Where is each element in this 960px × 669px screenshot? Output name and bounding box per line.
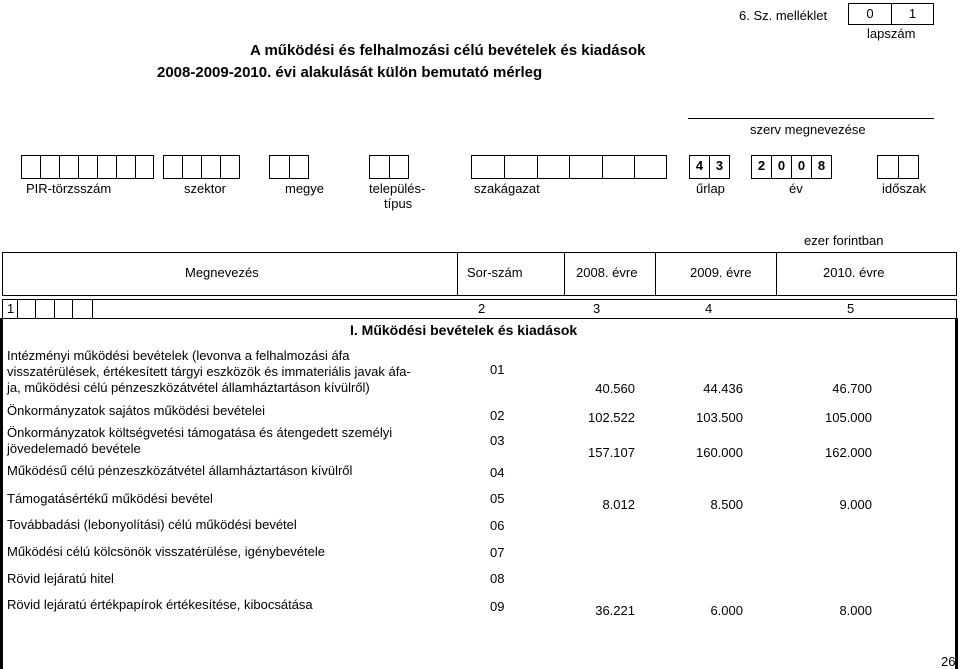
year-digit-3: 0 [791, 155, 812, 179]
row-label-line: Működésű célú pénzeszközátvétel államháztartáson kívülről [7, 463, 353, 478]
row-code: 09 [490, 599, 505, 614]
row-code: 08 [490, 571, 505, 586]
row-label-line: Továbbadási (lebonyolítási) célú működési bevétel [7, 517, 297, 532]
settlement-type-label-2: típus [384, 196, 413, 211]
col-number-1: 1 [7, 301, 15, 316]
sector-boxes[interactable] [163, 155, 240, 179]
row-value-2010: 46.700 [832, 381, 872, 396]
branch-label: szakágazat [474, 181, 540, 196]
row-code: 03 [490, 433, 505, 448]
row-code: 06 [490, 518, 505, 533]
org-name-line [688, 118, 934, 119]
title-line1: A működési és felhalmozási célú bevételek és kiadások [250, 42, 646, 59]
form-label: űrlap [696, 181, 725, 196]
page-number: 26 [941, 654, 956, 669]
row-value-2009: 160.000 [696, 445, 743, 460]
header-name: Megnevezés [185, 265, 259, 280]
title-line2: 2008-2009-2010. évi alakulását külön bemutató mérleg [157, 64, 543, 81]
pir-boxes[interactable] [21, 155, 154, 179]
row-value-2009: 8.500 [710, 497, 743, 512]
col-number-2: 2 [478, 301, 486, 316]
row-value-2008: 36.221 [595, 603, 635, 618]
row-label-line: Támogatásértékű működési bevétel [7, 491, 213, 506]
org-label: szerv megnevezése [750, 122, 866, 137]
row-value-2009: 103.500 [696, 410, 743, 425]
header-row-no: Sor-szám [467, 265, 523, 280]
row-value-2010: 105.000 [825, 410, 872, 425]
page-digit-1: 0 [848, 3, 892, 25]
row-value-2009: 44.436 [703, 381, 743, 396]
page-label: lapszám [867, 26, 916, 41]
header-2010: 2010. évre [823, 265, 885, 280]
year-digit-1: 2 [751, 155, 772, 179]
county-label: megye [285, 181, 325, 196]
row-label-line: Működési célú kölcsönök visszatérülése, igénybevétele [7, 544, 325, 559]
unit-label: ezer forintban [804, 233, 884, 248]
row-value-2010: 162.000 [825, 445, 872, 460]
row-code: 05 [490, 491, 505, 506]
row-code: 04 [490, 465, 505, 480]
col-number-5: 5 [847, 301, 855, 316]
year-label: év [789, 181, 803, 196]
settlement-type-boxes[interactable] [369, 155, 409, 179]
year-digit-4: 8 [811, 155, 832, 179]
row-value-2008: 102.522 [588, 410, 635, 425]
form-digit-1: 4 [689, 155, 710, 179]
county-boxes[interactable] [269, 155, 309, 179]
form-digit-2: 3 [709, 155, 730, 179]
branch-boxes[interactable] [471, 155, 667, 179]
pir-label: PIR-törzsszám [26, 181, 112, 196]
sector-label: szektor [184, 181, 226, 196]
year-digit-2: 0 [771, 155, 792, 179]
row-label-line: Rövid lejáratú hitel [7, 571, 114, 586]
section-title: I. Működési bevételek és kiadások [350, 322, 578, 338]
row-value-2008: 157.107 [588, 445, 635, 460]
row-value-2009: 6.000 [710, 603, 743, 618]
row-label-line: ja, működési célú pénzeszközátvétel államháztartáson kívülről) [7, 380, 370, 395]
row-label-line: Intézményi működési bevételek (levonva a felhalmozási áfa [7, 348, 350, 363]
row-label-line: visszatérülések, értékesített tárgyi eszközök és immateriális javak áfa- [7, 364, 411, 379]
row-value-2008: 40.560 [595, 381, 635, 396]
row-value-2008: 8.012 [602, 497, 635, 512]
row-value-2010: 8.000 [839, 603, 872, 618]
col-number-3: 3 [593, 301, 601, 316]
row-label-line: Önkormányzatok költségvetési támogatása és átengedett személyi [7, 425, 393, 440]
header-2009: 2009. évre [690, 265, 752, 280]
row-label-line: Önkormányzatok sajátos működési bevételei [7, 403, 265, 418]
annex-label: 6. Sz. melléklet [739, 8, 828, 23]
row-code: 02 [490, 408, 505, 423]
period-boxes[interactable] [877, 155, 919, 179]
row-code: 07 [490, 545, 505, 560]
settlement-type-label-1: település- [369, 181, 426, 196]
header-2008: 2008. évre [576, 265, 638, 280]
col-number-4: 4 [705, 301, 713, 316]
row-code: 01 [490, 362, 505, 377]
row-value-2010: 9.000 [839, 497, 872, 512]
row-label-line: jövedelemadó bevétele [7, 441, 141, 456]
row-label-line: Rövid lejáratú értékpapírok értékesítése, kibocsátása [7, 597, 313, 612]
period-label: időszak [882, 181, 927, 196]
page-digit-2: 1 [891, 3, 934, 25]
